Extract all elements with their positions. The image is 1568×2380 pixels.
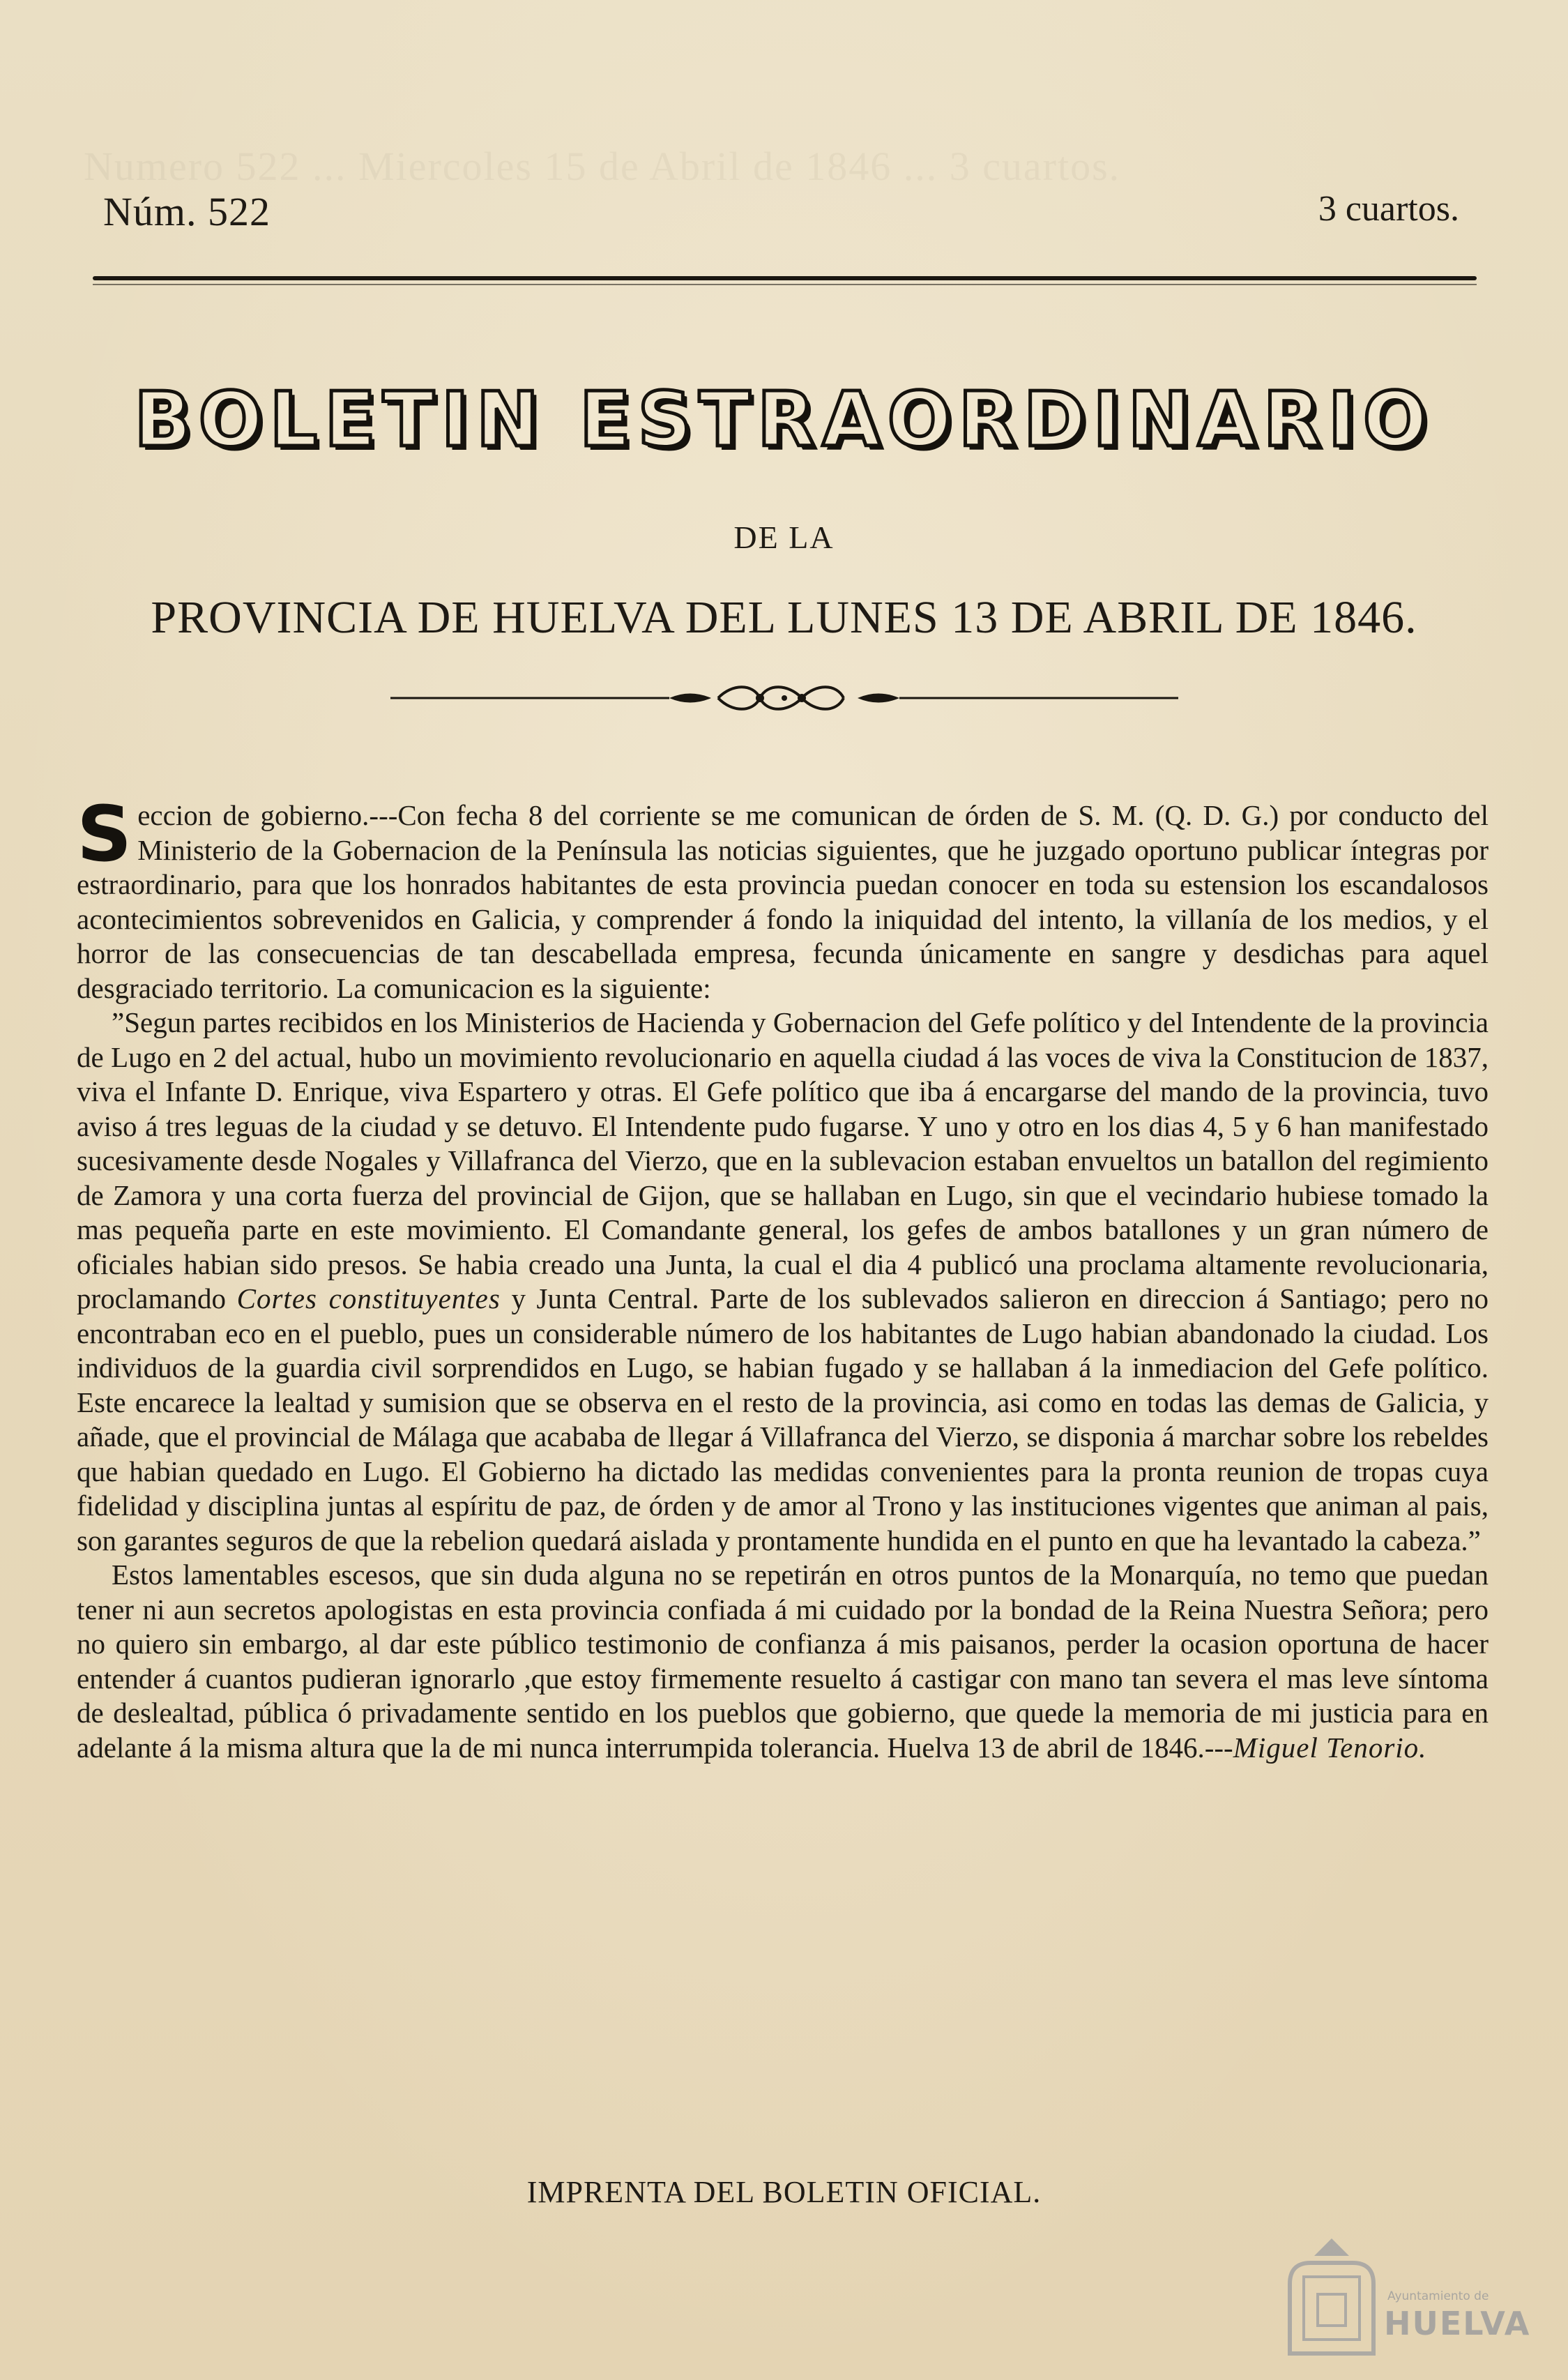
paragraph-report-text-b: y Junta Central. Parte de los sublevados salieron en direccion á Santiago; pero no encontraban eco en el pueblo, pues un considerable número de los habitantes de Lugo habian abandonado la ciudad. Los individuos de la guardia civil sorprendidos en Lugo, se habian fugado y se hallaban á la inmediacion del Gefe político. Este encarece la lealtad y sumision que se observa en el resto de la provincia, asi como en todas las demas de Galicia, y añade, que el provincial de Málaga que acababa de llegar á Villafranca del Vierzo, se disponia á marchar sobre los rebeldes que habian quedado en Lugo. El Gobierno ha dictado las medidas convenientes para la pronta reunion de tropas cuya fidelidad y disciplina juntas al espíritu de paz, de órden y de amor al Trono y las instituciones vigentes que animan al pais, son garantes seguros de que la rebelion quedará aislada y prontamente hundida en el punto en que ha levantado la cabeza.” — [77, 1282, 1489, 1556]
bulletin-title: BOLETIN ESTRAORDINARIO — [134, 377, 1434, 464]
paragraph-closing — [77, 1558, 1489, 1765]
drop-cap: S — [77, 789, 132, 879]
watermark-caption: Ayuntamiento de — [1387, 2289, 1489, 2303]
paragraph-intro — [77, 789, 1489, 1006]
paragraph-report-text-a: ”Segun partes recibidos en los Ministerios de Hacienda y Gobernacion del Gefe político y del Intendente de la provincia de Lugo en 2 del actual, hubo un movimiento revolucionario en aquella ciudad á las voces de viva la Constitucion de 1837, viva el Infante D. Enrique, viva Espartero y otras. El Gefe político que iba á encargarse del mando de la provincia, tuvo aviso á tres leguas de la ciudad y se detuvo. El Intendente pudo fugarse. Y uno y otro en los dias 4, 5 y 6 han manifestado sucesivamente desde Nogales y Villafranca del Vierzo, que en la sublevacion estaban envueltos un batallon del regimiento de Zamora y una corta fuerza del provincial de Gijon, que se hallaban en Lugo, sin que el vecindario hubiese tomado la mas pequeña parte en este movimiento. El Comandante general, los gefes de ambos batallones y un gran número de oficiales habian sido presos. Se habia creado una Junta, la cual el dia 4 publicó una proclama altamente revolucionaria, proclamando — [77, 1006, 1489, 1314]
printer-imprint: IMPRENTA DEL BOLETIN OFICIAL. — [526, 2175, 1042, 2209]
top-rule — [93, 276, 1477, 280]
issue-price: 3 cuartos. — [1318, 189, 1459, 229]
bleed-through-text: Numero 522 ... Miercoles 15 de Abril de 1846 ... 3 cuartos. — [84, 144, 1121, 189]
title-connector: DE LA — [733, 520, 835, 555]
masthead — [103, 188, 1459, 244]
paragraph-report — [77, 1006, 1489, 1558]
watermark-name: HUELVA — [1384, 2305, 1531, 2342]
paragraph-intro-text: eccion de gobierno.---Con fecha 8 del corriente se me comunican de órden de S. M. (Q. D. G.) por conducto del Ministerio de la Gobernacion de la Península las noticias siguientes, que he juzgado oportuno publicar íntegras por estraordinario, para que los honrados habitantes de esta provincia puedan conocer en toda su estension los escandalosos acontecimientos sobrevenidos en Galicia, y comprender á fondo la iniquidad del intento, la villanía de los medios, y el horror de las consecuencias de tan descabellada empresa, fecunda únicamente en sangre y desdichas para aquel desgraciado territorio. La comunicacion es la siguiente: — [77, 799, 1489, 1004]
bulletin-body — [77, 789, 1489, 1765]
signature: Miguel Tenorio. — [1233, 1731, 1427, 1764]
paragraph-report-italic: Cortes constituyentes — [236, 1282, 501, 1314]
bulletin-subtitle: PROVINCIA DE HUELVA DEL LUNES 13 DE ABRIL DE 1846. — [151, 592, 1417, 643]
issue-number: Núm. 522 — [103, 189, 271, 234]
paragraph-closing-text: Estos lamentables escesos, que sin duda alguna no se repetirán en otros puntos de la Monarquía, no temo que puedan tener ni aun secretos apologistas en esta provincia confiada á mi cuidado por la bondad de la Reina Nuestra Señora; pero no quiero sin embargo, al dar este público testimonio de confianza á mis paisanos, perder la ocasion oportuna de hacer entender á cuantos pudieran ignorarlo ,que estoy firmemente resuelto á castigar con mano tan severa el mas leve síntoma de deslealtad, pública ó privadamente sentido en los pueblos que gobierno, que quede la memoria de mi justicia para en adelante á la misma altura que la de mi nunca interrumpida tolerancia. Huelva 13 de abril de 1846.--- — [77, 1559, 1489, 1764]
ornamental-flourish — [390, 682, 1178, 714]
